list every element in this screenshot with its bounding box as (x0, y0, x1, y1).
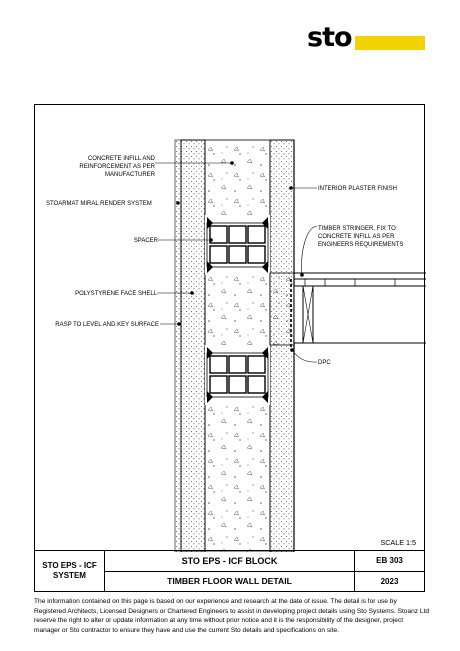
wall-section-drawing (35, 105, 426, 552)
drawing-year: 2023 (380, 577, 399, 586)
spacer-lower (205, 345, 270, 405)
system-name-line-2: SYSTEM (53, 571, 86, 580)
label-concrete-infill-3: MANUFACTURER (104, 172, 155, 178)
disclaimer-text: The information contained on this page is based on our experience and research at the date of issue. The detail is for use by Registered Architects, Licensed Designers or Chartered Engineers to assist in developing project details using Sto Systems. Stoanz Ltd reserve the right to alter or update information at any time without prior notice and it is the responsibility of the designer, project manager or Sto contractor to ensure they have and use the current Sto details and specifications on site. (34, 598, 430, 635)
label-concrete-infill-2: REINFORCEMENT AS PER (79, 164, 155, 170)
label-polystyrene: POLYSTYRENE FACE SHELL (75, 291, 157, 297)
drawing-title: STO EPS - ICF BLOCK (105, 551, 355, 572)
title-block (34, 550, 425, 592)
logo-text: sto (307, 22, 352, 53)
drawing-code: EB 303 (355, 551, 424, 572)
scale-label: SCALE 1:5 (380, 538, 416, 547)
label-concrete-infill-1: CONCRETE INFILL AND (87, 156, 155, 162)
drawing-subtitle: TIMBER FLOOR WALL DETAIL (105, 572, 355, 591)
system-name-line-1: STO EPS - ICF (42, 561, 97, 570)
system-name (35, 551, 105, 591)
label-stoarmat: STOARMAT MIRAL RENDER SYSTEM (46, 201, 152, 207)
label-spacer: SPACER (133, 238, 158, 244)
logo-accent-bar (355, 36, 425, 50)
timber-floor (270, 273, 426, 347)
label-timber-stringer-1: TIMBER STRINGER, FIX TO (318, 226, 396, 232)
label-interior-plaster: INTERIOR PLASTER FINISH (318, 186, 398, 192)
drawing-frame (34, 104, 425, 551)
label-dpc: DPC (318, 360, 331, 366)
label-timber-stringer-2: CONCRETE INFILL AS PER (318, 234, 395, 240)
label-rasp: RASP TO LEVEL AND KEY SURFACE (55, 322, 159, 328)
label-timber-stringer-3: ENGINEERS REQUIREMENTS (318, 242, 404, 248)
spacer-upper (205, 215, 270, 275)
sto-logo (307, 22, 427, 53)
